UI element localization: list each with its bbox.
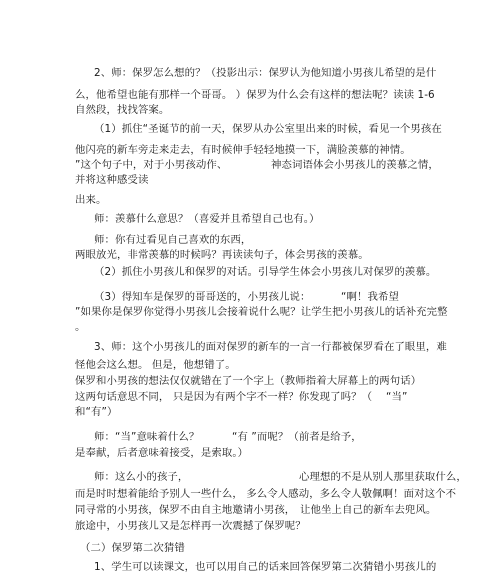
paragraph-3-line-4b: “当” bbox=[386, 391, 408, 403]
paragraph-2-line-2: 么，他希望也能有那样一个哥哥。 ）保罗为什么会有这样的想法呢？读读 1-6 bbox=[75, 89, 435, 101]
teacher-line-ask-2: 两眼放光，非常羡慕的时候吗？再读读句子，体会男孩的羡慕。 bbox=[75, 249, 369, 261]
section-2-item-1-line: 1、学生可以读课文，也可以用自己的话来回答保罗第二次猜错小男孩儿的 bbox=[94, 561, 437, 573]
item-1-line-3b: 神态词语体会小男孩儿的羡慕之情， bbox=[271, 159, 439, 171]
item-1-line-2: 他闪亮的新车旁走来走去，有时候伸手轻轻地摸一下，满脸羡慕的神情。 bbox=[75, 144, 411, 156]
item-3-line-1a: （3）得知车是保罗的哥哥送的，小男孩儿说： bbox=[94, 291, 311, 303]
teacher-line-child-3b: 让他坐上自己的新车去兜风。 bbox=[300, 504, 437, 516]
paragraph-3-line-2: 怪他会这么想。 但是，他想错了。 bbox=[75, 359, 236, 371]
item-1-line-5: 出来。 bbox=[75, 194, 107, 206]
teacher-line-ask-1: 师：你有过看见自己喜欢的东西， bbox=[94, 234, 252, 246]
item-1-line-4: 并将这种感受读 bbox=[75, 174, 149, 186]
paragraph-2-line-3: 自然段，找找答案。 bbox=[75, 104, 170, 116]
teacher-line-dang-1b: “有 ”而呢？（前者是给予， bbox=[232, 431, 362, 443]
teacher-line-child-4: 旅途中，小男孩儿又是怎样再一次震撼了保罗呢？ bbox=[75, 520, 306, 532]
paragraph-3-line-1: 3、师：这个小男孩儿的面对保罗的新车的一言一行都被保罗看在了眼里，难 bbox=[94, 341, 447, 353]
paragraph-3-line-3: 保罗和小男孩的想法仅仅就错在了一个字上（教师指着大屏幕上的两句话） bbox=[75, 375, 422, 387]
teacher-line-dang-1a: 师：“当”意味着什么？ bbox=[94, 431, 200, 443]
paragraph-3-line-4a: 这两句话意思不同， 只是因为有两个字不一样？你发现了吗？（ bbox=[75, 391, 373, 403]
teacher-line-envy: 师：羡慕什么意思？（喜爱并且希望自己也有。） bbox=[94, 213, 320, 225]
item-1-line-3a: ”这个句子中，对于小男孩动作、 bbox=[75, 159, 228, 171]
teacher-line-child-1b: 心理想的不是从别人那里获取什么， bbox=[299, 471, 467, 483]
item-3-line-3: 。 bbox=[75, 321, 86, 333]
section-heading-second-guess: （二）保罗第二次猜错 bbox=[80, 542, 185, 554]
item-1-line-1: （1）抓住“圣诞节的前一天，保罗从办公室里出来的时候，看见一个男孩在 bbox=[94, 123, 442, 135]
item-2-line: （2）抓住小男孩儿和保罗的对话。引导学生体会小男孩儿对保罗的羡慕。 bbox=[94, 266, 437, 278]
item-3-line-2: ”如果你是保罗你觉得小男孩儿会接着说什么呢？让学生把小男孩儿的话补充完整 bbox=[75, 306, 448, 318]
teacher-line-dang-2: 是奉献，后者意味着接受，是索取。） bbox=[75, 447, 249, 459]
paragraph-3-line-5: 和“有”） bbox=[75, 406, 118, 418]
teacher-line-child-1a: 师：这么小的孩子， bbox=[94, 471, 189, 483]
paragraph-2-line-1: 2、师：保罗怎么想的？（投影出示：保罗认为他知道小男孩儿希望的是什 bbox=[94, 67, 437, 79]
teacher-line-child-2: 而是时时想着能给予别人一些什么， 多么令人感动，多么令人敬佩啊！面对这个不 bbox=[75, 488, 457, 500]
teacher-line-child-3a: 同寻常的小男孩，保罗不由自主地邀请小男孩， bbox=[75, 504, 296, 516]
item-3-line-1b: “啊！我希望 bbox=[341, 291, 399, 303]
